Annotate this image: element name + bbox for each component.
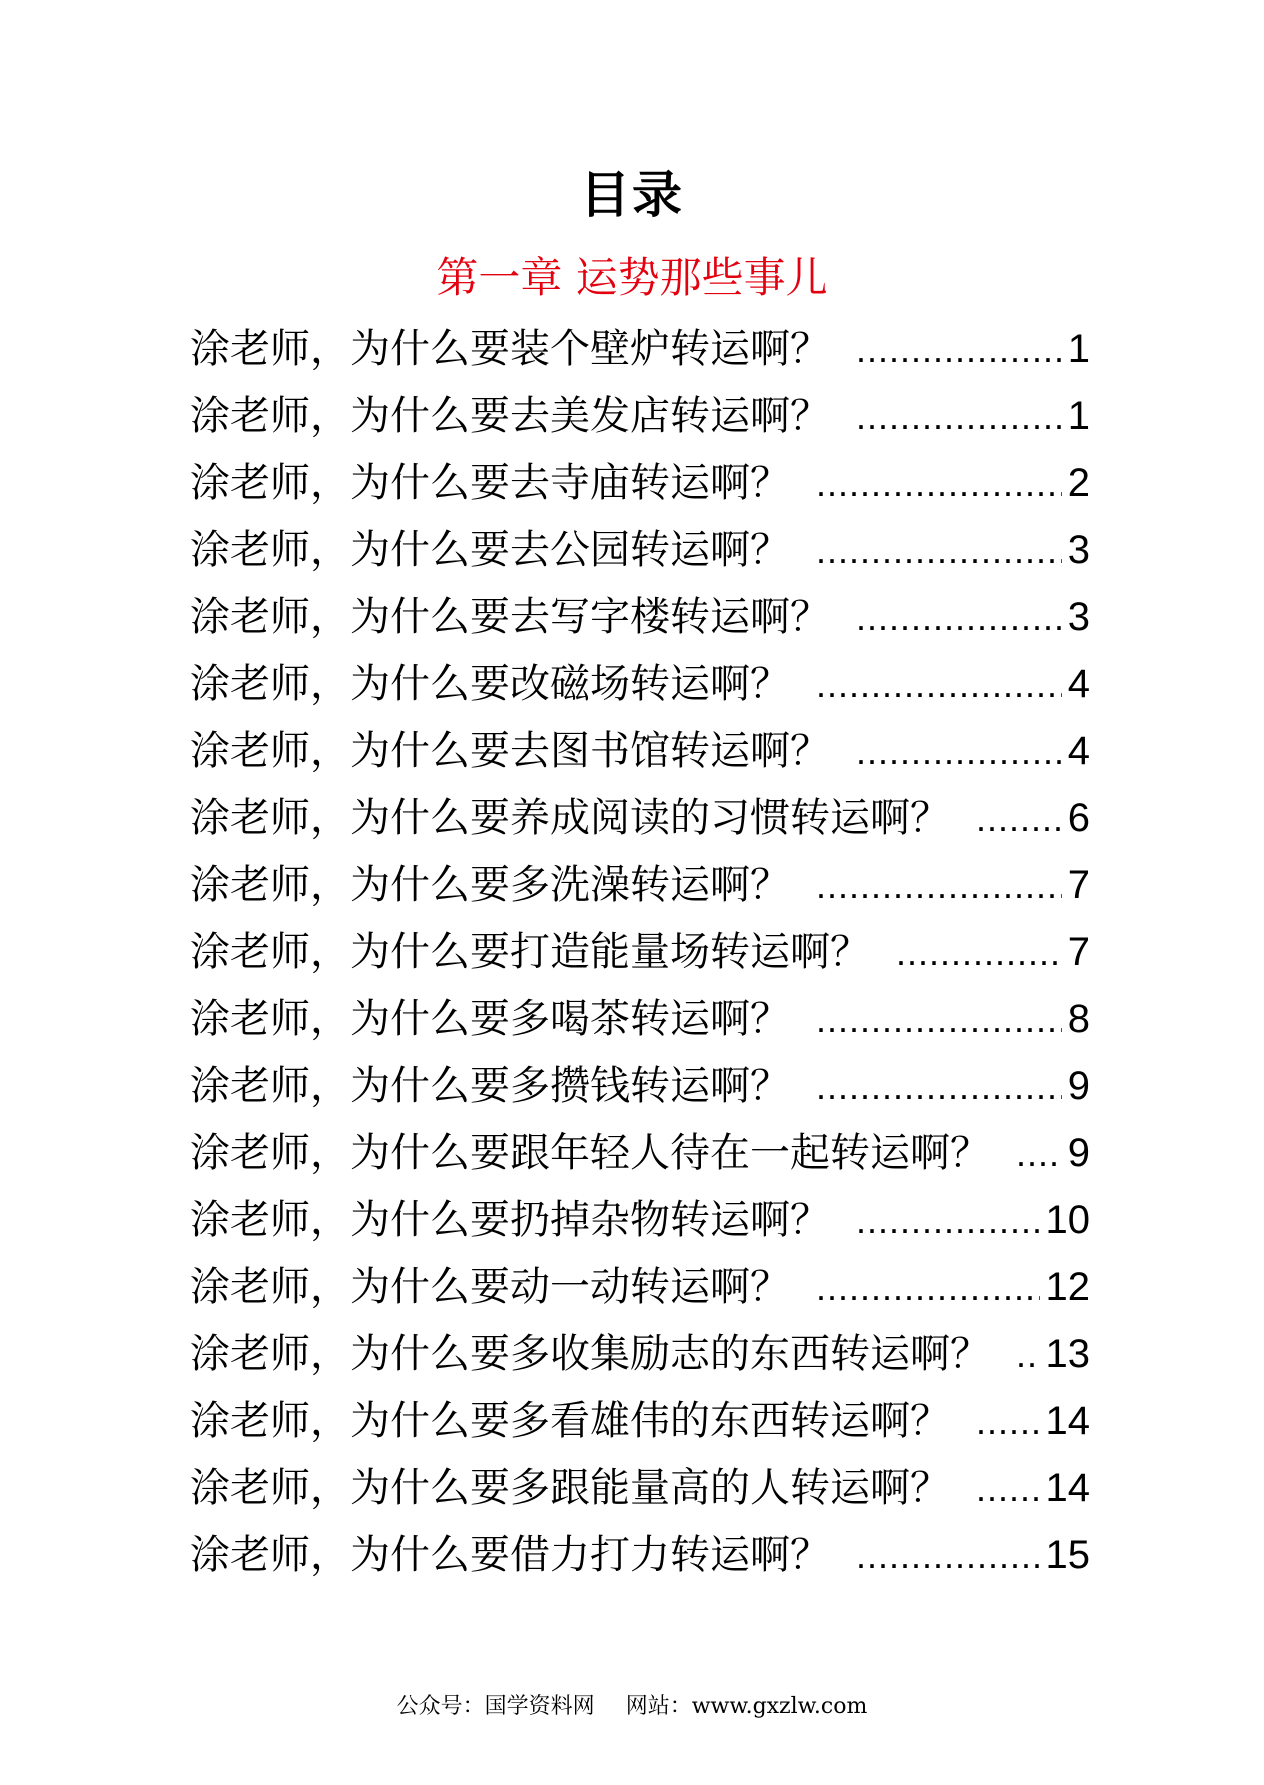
toc-entry[interactable]: [190, 1388, 1090, 1455]
toc-entry-text: 涂老师，为什么要多喝茶转运啊？: [190, 996, 790, 1042]
toc-entry[interactable]: [190, 584, 1090, 651]
dot-leader: [816, 651, 1062, 718]
toc-page-number: 1: [1067, 327, 1090, 371]
toc-entry[interactable]: [190, 986, 1090, 1053]
dot-leader: [816, 450, 1062, 517]
toc-entry-text: 涂老师，为什么要跟年轻人待在一起转运啊？: [190, 1130, 990, 1176]
toc-entry-text: 涂老师，为什么要多看雄伟的东西转运啊？: [190, 1398, 950, 1444]
toc-entry[interactable]: [190, 785, 1090, 852]
dot-leader: [1016, 1321, 1040, 1388]
toc-entry[interactable]: [190, 316, 1090, 383]
dot-leader: [856, 383, 1062, 450]
toc-entry[interactable]: [190, 1187, 1090, 1254]
toc-page-number: 3: [1067, 528, 1090, 572]
dot-leader: [856, 316, 1062, 383]
toc-entry-text: 涂老师，为什么要多洗澡转运啊？: [190, 862, 790, 908]
toc-entry-text: 涂老师，为什么要去寺庙转运啊？: [190, 460, 790, 506]
toc-entry-text: 涂老师，为什么要装个壁炉转运啊？: [190, 326, 830, 372]
dot-leader: [816, 1053, 1062, 1120]
toc-entry[interactable]: [190, 651, 1090, 718]
toc-entry-text: 涂老师，为什么要去写字楼转运啊？: [190, 594, 830, 640]
toc-page-number: 9: [1067, 1064, 1090, 1108]
toc-entry[interactable]: [190, 1120, 1090, 1187]
dot-leader: [1016, 1120, 1062, 1187]
dot-leader: [816, 517, 1062, 584]
toc-entry[interactable]: [190, 1254, 1090, 1321]
toc-entry[interactable]: [190, 1522, 1090, 1589]
toc-page-number: 6: [1067, 796, 1090, 840]
toc-page-number: 4: [1067, 729, 1090, 773]
page-footer: [0, 1692, 1264, 1722]
toc-entry[interactable]: [190, 919, 1090, 986]
toc-entry[interactable]: [190, 383, 1090, 450]
toc-page-number: 8: [1067, 997, 1090, 1041]
footer-website[interactable]: 网站：www.gxzlw.com: [625, 1694, 868, 1719]
toc-entry[interactable]: [190, 1455, 1090, 1522]
toc-entry[interactable]: [190, 517, 1090, 584]
dot-leader: [856, 584, 1062, 651]
toc-entry-text: 涂老师，为什么要借力打力转运啊？: [190, 1532, 830, 1578]
toc-page-number: 13: [1045, 1332, 1090, 1376]
toc-entry-text: 涂老师，为什么要养成阅读的习惯转运啊？: [190, 795, 950, 841]
toc-page-number: 15: [1045, 1533, 1090, 1577]
dot-leader: [976, 1388, 1040, 1455]
toc-entry[interactable]: [190, 718, 1090, 785]
toc-title: 目录: [580, 166, 684, 224]
toc-page-number: 4: [1067, 662, 1090, 706]
toc-entry-text: 涂老师，为什么要动一动转运啊？: [190, 1264, 790, 1310]
toc-entry-text: 涂老师，为什么要打造能量场转运啊？: [190, 929, 870, 975]
toc-page-number: 9: [1067, 1131, 1090, 1175]
toc-entry[interactable]: [190, 1321, 1090, 1388]
dot-leader: [816, 986, 1062, 1053]
dot-leader: [976, 1455, 1040, 1522]
footer-public-account: 公众号：国学资料网: [396, 1694, 595, 1719]
dot-leader: [976, 785, 1062, 852]
dot-leader: [816, 852, 1062, 919]
chapter-heading: 第一章 运势那些事儿: [436, 253, 828, 302]
dot-leader: [896, 919, 1062, 986]
toc-entry[interactable]: [190, 1053, 1090, 1120]
toc-entry-text: 涂老师，为什么要去图书馆转运啊？: [190, 728, 830, 774]
toc-entry[interactable]: [190, 450, 1090, 517]
toc-page-number: 10: [1045, 1198, 1090, 1242]
dot-leader: [856, 1522, 1040, 1589]
toc-entry-text: 涂老师，为什么要去美发店转运啊？: [190, 393, 830, 439]
toc-page-number: 14: [1045, 1466, 1090, 1510]
toc-page-number: 12: [1045, 1265, 1090, 1309]
dot-leader: [856, 1187, 1040, 1254]
toc-page-number: 2: [1067, 461, 1090, 505]
toc-page-number: 3: [1067, 595, 1090, 639]
toc-page-number: 7: [1067, 863, 1090, 907]
toc-entry[interactable]: [190, 852, 1090, 919]
toc-entry-text: 涂老师，为什么要多攒钱转运啊？: [190, 1063, 790, 1109]
toc-page-number: 1: [1067, 394, 1090, 438]
toc-entry-text: 涂老师，为什么要去公园转运啊？: [190, 527, 790, 573]
dot-leader: [856, 718, 1062, 785]
toc-page-number: 7: [1067, 930, 1090, 974]
toc-page-number: 14: [1045, 1399, 1090, 1443]
toc-entry-text: 涂老师，为什么要多收集励志的东西转运啊？: [190, 1331, 990, 1377]
toc-list: [190, 316, 1090, 1589]
toc-entry-text: 涂老师，为什么要多跟能量高的人转运啊？: [190, 1465, 950, 1511]
toc-entry-text: 涂老师，为什么要扔掉杂物转运啊？: [190, 1197, 830, 1243]
dot-leader: [816, 1254, 1040, 1321]
toc-entry-text: 涂老师，为什么要改磁场转运啊？: [190, 661, 790, 707]
